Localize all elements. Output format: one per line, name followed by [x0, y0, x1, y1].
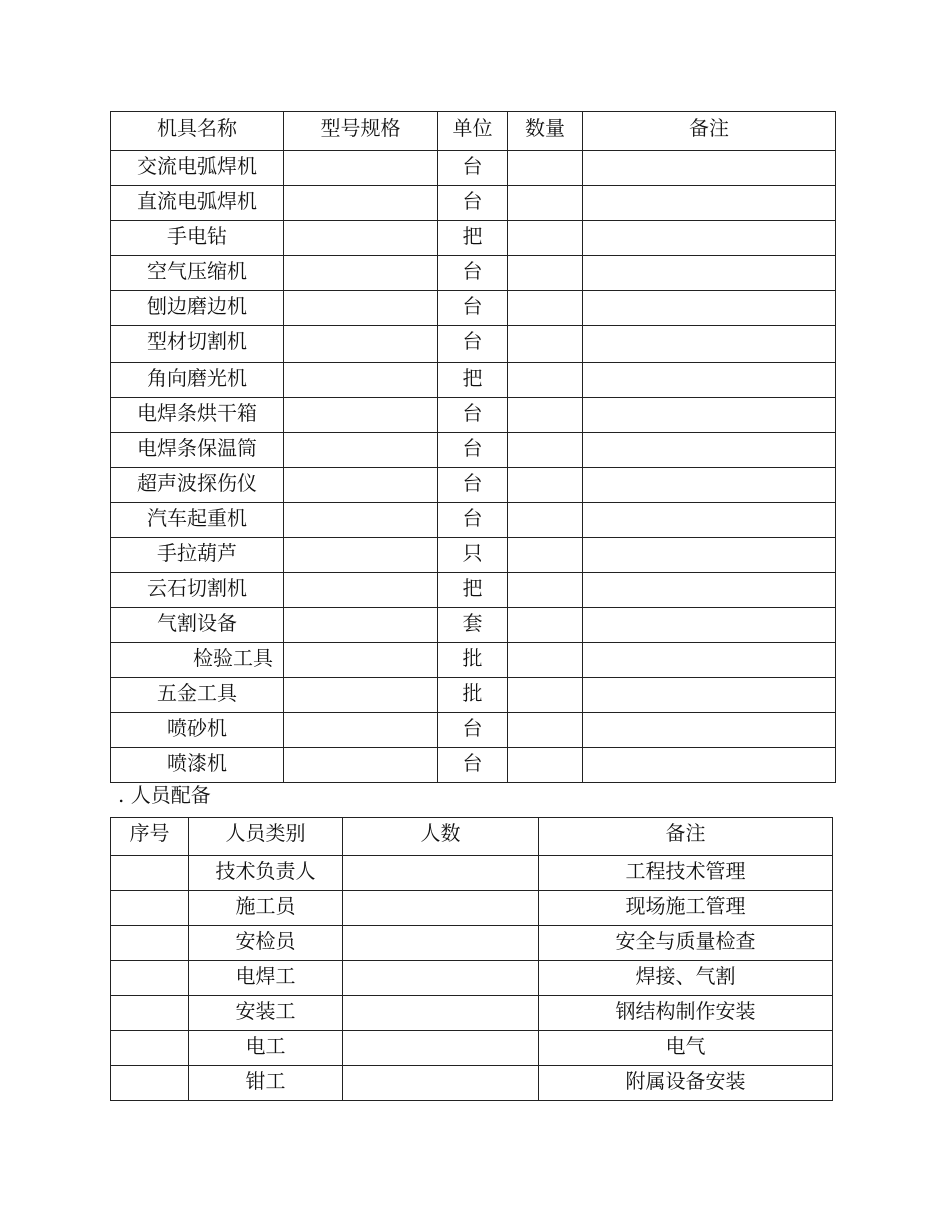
header-model-spec: 型号规格 [284, 112, 438, 151]
staff-note: 附属设备安装 [539, 1066, 833, 1101]
table-row [111, 503, 836, 538]
equipment-unit: 套 [438, 608, 508, 643]
equipment-model [284, 608, 438, 643]
equipment-unit: 只 [438, 538, 508, 573]
equipment-name: 检验工具 [111, 643, 284, 678]
staff-note: 工程技术管理 [539, 856, 833, 891]
equipment-qty [508, 221, 583, 256]
equipment-name: 汽车起重机 [111, 503, 284, 538]
equipment-model [284, 186, 438, 221]
section-title-staffing: . 人员配备 [118, 783, 211, 807]
equipment-model [284, 678, 438, 713]
staff-category: 安装工 [189, 996, 343, 1031]
staff-category: 施工员 [189, 891, 343, 926]
equipment-note [583, 433, 836, 468]
equipment-name: 气割设备 [111, 608, 284, 643]
equipment-model [284, 538, 438, 573]
table-row [111, 856, 833, 891]
equipment-model [284, 713, 438, 748]
equipment-unit: 台 [438, 433, 508, 468]
staff-header-row [111, 818, 833, 856]
staff-count [343, 996, 539, 1031]
header-equipment-name: 机具名称 [111, 112, 284, 151]
equipment-qty [508, 398, 583, 433]
table-row [111, 1066, 833, 1101]
equipment-qty [508, 748, 583, 783]
table-row [111, 996, 833, 1031]
table-row [111, 363, 836, 398]
equipment-note [583, 503, 836, 538]
staff-note: 钢结构制作安装 [539, 996, 833, 1031]
equipment-qty [508, 256, 583, 291]
equipment-name: 角向磨光机 [111, 363, 284, 398]
equipment-note [583, 713, 836, 748]
equipment-unit: 批 [438, 678, 508, 713]
equipment-qty [508, 503, 583, 538]
equipment-qty [508, 291, 583, 326]
equipment-model [284, 503, 438, 538]
equipment-name: 电焊条烘干箱 [111, 398, 284, 433]
header-staff-category: 人员类别 [189, 818, 343, 856]
equipment-note [583, 468, 836, 503]
staff-category: 电焊工 [189, 961, 343, 996]
equipment-qty [508, 433, 583, 468]
header-headcount: 人数 [343, 818, 539, 856]
equipment-name: 五金工具 [111, 678, 284, 713]
table-row [111, 433, 836, 468]
equipment-name: 交流电弧焊机 [111, 151, 284, 186]
equipment-model [284, 468, 438, 503]
table-row [111, 538, 836, 573]
equipment-note [583, 678, 836, 713]
equipment-qty [508, 186, 583, 221]
equipment-note [583, 748, 836, 783]
equipment-unit: 台 [438, 326, 508, 363]
equipment-note [583, 151, 836, 186]
table-row [111, 748, 836, 783]
table-row [111, 926, 833, 961]
equipment-note [583, 643, 836, 678]
equipment-name: 电焊条保温筒 [111, 433, 284, 468]
equipment-note [583, 608, 836, 643]
table-row [111, 221, 836, 256]
staff-count [343, 856, 539, 891]
table-row [111, 256, 836, 291]
staff-count [343, 1066, 539, 1101]
equipment-note [583, 291, 836, 326]
equipment-note [583, 538, 836, 573]
staff-no [111, 1066, 189, 1101]
staff-count [343, 926, 539, 961]
equipment-name: 刨边磨边机 [111, 291, 284, 326]
equipment-qty [508, 713, 583, 748]
staff-no [111, 856, 189, 891]
equipment-unit: 把 [438, 573, 508, 608]
staff-count [343, 1031, 539, 1066]
equipment-note [583, 363, 836, 398]
equipment-note [583, 398, 836, 433]
equipment-note [583, 573, 836, 608]
staff-count [343, 891, 539, 926]
equipment-qty [508, 538, 583, 573]
equipment-note [583, 256, 836, 291]
staff-note: 安全与质量检查 [539, 926, 833, 961]
table-row [111, 468, 836, 503]
table-row [111, 186, 836, 221]
equipment-unit: 台 [438, 186, 508, 221]
equipment-model [284, 398, 438, 433]
equipment-qty [508, 326, 583, 363]
header-quantity: 数量 [508, 112, 583, 151]
equipment-name: 云石切割机 [111, 573, 284, 608]
staff-no [111, 996, 189, 1031]
staff-note: 焊接、气割 [539, 961, 833, 996]
staff-category: 电工 [189, 1031, 343, 1066]
equipment-model [284, 748, 438, 783]
staff-category: 安检员 [189, 926, 343, 961]
staff-category: 技术负责人 [189, 856, 343, 891]
equipment-name: 空气压缩机 [111, 256, 284, 291]
table-row [111, 891, 833, 926]
equipment-model [284, 643, 438, 678]
equipment-unit: 把 [438, 221, 508, 256]
equipment-unit: 批 [438, 643, 508, 678]
staff-no [111, 891, 189, 926]
equipment-unit: 台 [438, 713, 508, 748]
equipment-model [284, 326, 438, 363]
staff-table [110, 817, 833, 1101]
table-row [111, 151, 836, 186]
equipment-unit: 台 [438, 256, 508, 291]
table-row [111, 678, 836, 713]
equipment-model [284, 433, 438, 468]
header-unit: 单位 [438, 112, 508, 151]
equipment-model [284, 151, 438, 186]
equipment-model [284, 256, 438, 291]
table-row [111, 608, 836, 643]
equipment-name: 喷砂机 [111, 713, 284, 748]
header-serial-no: 序号 [111, 818, 189, 856]
staff-category: 钳工 [189, 1066, 343, 1101]
equipment-qty [508, 643, 583, 678]
equipment-unit: 台 [438, 398, 508, 433]
staff-count [343, 961, 539, 996]
header-remarks: 备注 [583, 112, 836, 151]
equipment-note [583, 221, 836, 256]
table-row [111, 398, 836, 433]
equipment-name: 喷漆机 [111, 748, 284, 783]
equipment-model [284, 291, 438, 326]
equipment-name: 型材切割机 [111, 326, 284, 363]
staff-no [111, 961, 189, 996]
equipment-model [284, 573, 438, 608]
equipment-name: 手电钻 [111, 221, 284, 256]
equipment-qty [508, 363, 583, 398]
equipment-unit: 台 [438, 291, 508, 326]
equipment-table [110, 111, 836, 783]
table-row [111, 573, 836, 608]
equipment-unit: 台 [438, 151, 508, 186]
table-row [111, 643, 836, 678]
table-row [111, 713, 836, 748]
table-row [111, 961, 833, 996]
equipment-note [583, 326, 836, 363]
equipment-name: 超声波探伤仪 [111, 468, 284, 503]
staff-note: 电气 [539, 1031, 833, 1066]
equipment-note [583, 186, 836, 221]
equipment-name: 直流电弧焊机 [111, 186, 284, 221]
equipment-model [284, 221, 438, 256]
equipment-model [284, 363, 438, 398]
equipment-qty [508, 678, 583, 713]
equipment-qty [508, 608, 583, 643]
equipment-unit: 把 [438, 363, 508, 398]
equipment-name: 手拉葫芦 [111, 538, 284, 573]
header-remarks: 备注 [539, 818, 833, 856]
staff-no [111, 926, 189, 961]
equipment-qty [508, 468, 583, 503]
equipment-unit: 台 [438, 468, 508, 503]
table-row [111, 1031, 833, 1066]
table-row [111, 326, 836, 363]
equipment-qty [508, 573, 583, 608]
equipment-unit: 台 [438, 748, 508, 783]
staff-no [111, 1031, 189, 1066]
staff-note: 现场施工管理 [539, 891, 833, 926]
equipment-unit: 台 [438, 503, 508, 538]
equipment-qty [508, 151, 583, 186]
table-row [111, 291, 836, 326]
equipment-header-row [111, 112, 836, 151]
